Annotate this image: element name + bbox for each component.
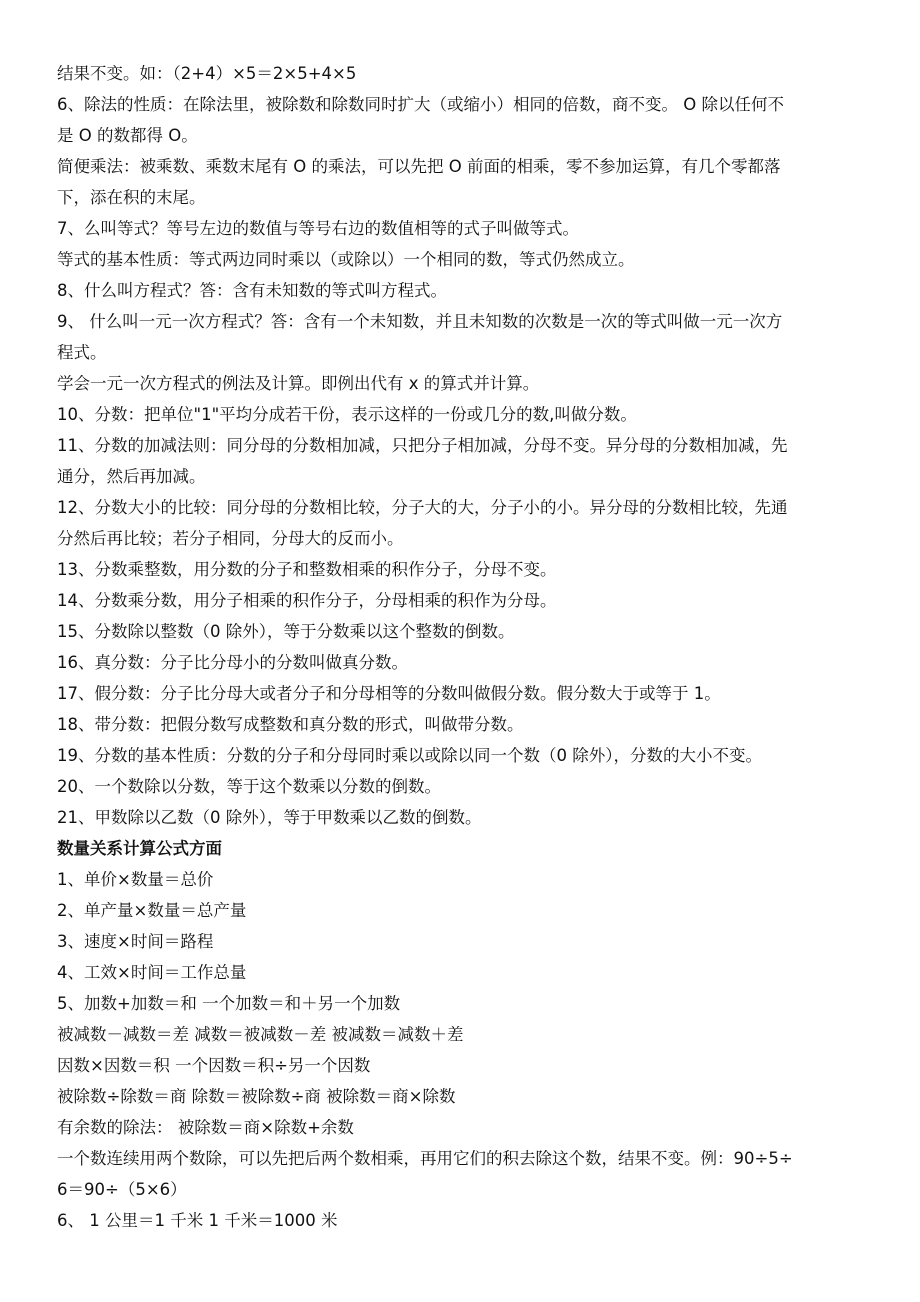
text-line: 4、工效×时间＝工作总量 bbox=[57, 963, 247, 982]
text-line: 18、带分数：把假分数写成整数和真分数的形式，叫做带分数。 bbox=[57, 715, 524, 734]
text-line: 被除数÷除数＝商 除数＝被除数÷商 被除数＝商×除数 bbox=[57, 1087, 456, 1106]
text-line: 15、分数除以整数（0 除外），等于分数乘以这个整数的倒数。 bbox=[57, 622, 515, 641]
document-page bbox=[57, 58, 869, 1236]
text-line: 20、一个数除以分数，等于这个数乘以分数的倒数。 bbox=[57, 777, 441, 796]
text-line: 有余数的除法： 被除数＝商×除数+余数 bbox=[57, 1118, 354, 1137]
text-line: 分然后再比较；若分子相同，分母大的反而小。 bbox=[57, 529, 404, 548]
text-line: 结果不变。如：（2+4）×5＝2×5+4×5 bbox=[57, 64, 357, 83]
text-line: 6、 1 公里＝1 千米 1 千米＝1000 米 bbox=[57, 1211, 338, 1230]
text-line: 下，添在积的末尾。 bbox=[57, 188, 206, 207]
text-line: 2、单产量×数量＝总产量 bbox=[57, 901, 247, 920]
text-line: 学会一元一次方程式的例法及计算。即例出代有 x 的算式并计算。 bbox=[57, 374, 540, 393]
text-line: 13、分数乘整数，用分数的分子和整数相乘的积作分子，分母不变。 bbox=[57, 560, 557, 579]
text-line: 5、加数+加数＝和 一个加数＝和＋另一个加数 bbox=[57, 994, 401, 1013]
text-line: 程式。 bbox=[57, 343, 107, 362]
text-line: 7、么叫等式？等号左边的数值与等号右边的数值相等的式子叫做等式。 bbox=[57, 219, 579, 238]
text-line: 是 O 的数都得 O。 bbox=[57, 126, 198, 145]
text-line: 14、分数乘分数，用分子相乘的积作分子，分母相乘的积作为分母。 bbox=[57, 591, 557, 610]
text-line: 6＝90÷（5×6） bbox=[57, 1180, 187, 1199]
text-line: 10、分数：把单位"1"平均分成若干份，表示这样的一份或几分的数,叫做分数。 bbox=[57, 405, 637, 424]
text-line: 11、分数的加减法则：同分母的分数相加减，只把分子相加减，分母不变。异分母的分数相加减，先 bbox=[57, 436, 788, 455]
text-line: 19、分数的基本性质：分数的分子和分母同时乘以或除以同一个数（0 除外），分数的大小不变。 bbox=[57, 746, 762, 765]
text-line: 被减数－减数＝差 减数＝被减数－差 被减数＝减数＋差 bbox=[57, 1025, 464, 1044]
text-line: 通分，然后再加减。 bbox=[57, 467, 206, 486]
text-line: 6、除法的性质：在除法里，被除数和除数同时扩大（或缩小）相同的倍数，商不变。 O 除以任何不 bbox=[57, 95, 784, 114]
text-line: 一个数连续用两个数除，可以先把后两个数相乘，再用它们的积去除这个数，结果不变。例：90÷5÷ bbox=[57, 1149, 793, 1168]
text-line: 等式的基本性质：等式两边同时乘以（或除以）一个相同的数，等式仍然成立。 bbox=[57, 250, 635, 269]
section-heading: 数量关系计算公式方面 bbox=[57, 839, 222, 858]
text-line: 9、 什么叫一元一次方程式？答：含有一个未知数，并且未知数的次数是一次的等式叫做一元一次方 bbox=[57, 312, 783, 331]
text-line: 21、甲数除以乙数（0 除外），等于甲数乘以乙数的倒数。 bbox=[57, 808, 482, 827]
text-line: 16、真分数：分子比分母小的分数叫做真分数。 bbox=[57, 653, 408, 672]
text-line: 8、什么叫方程式？答：含有未知数的等式叫方程式。 bbox=[57, 281, 447, 300]
text-line: 简便乘法：被乘数、乘数末尾有 O 的乘法，可以先把 O 前面的相乘，零不参加运算，有几个零都落 bbox=[57, 157, 781, 176]
text-line: 1、单价×数量＝总价 bbox=[57, 870, 214, 889]
text-line: 3、速度×时间＝路程 bbox=[57, 932, 214, 951]
text-line: 12、分数大小的比较：同分母的分数相比较，分子大的大，分子小的小。异分母的分数相比较，先通 bbox=[57, 498, 788, 517]
text-line: 因数×因数＝积 一个因数＝积÷另一个因数 bbox=[57, 1056, 371, 1075]
text-line: 17、假分数：分子比分母大或者分子和分母相等的分数叫做假分数。假分数大于或等于 1。 bbox=[57, 684, 721, 703]
